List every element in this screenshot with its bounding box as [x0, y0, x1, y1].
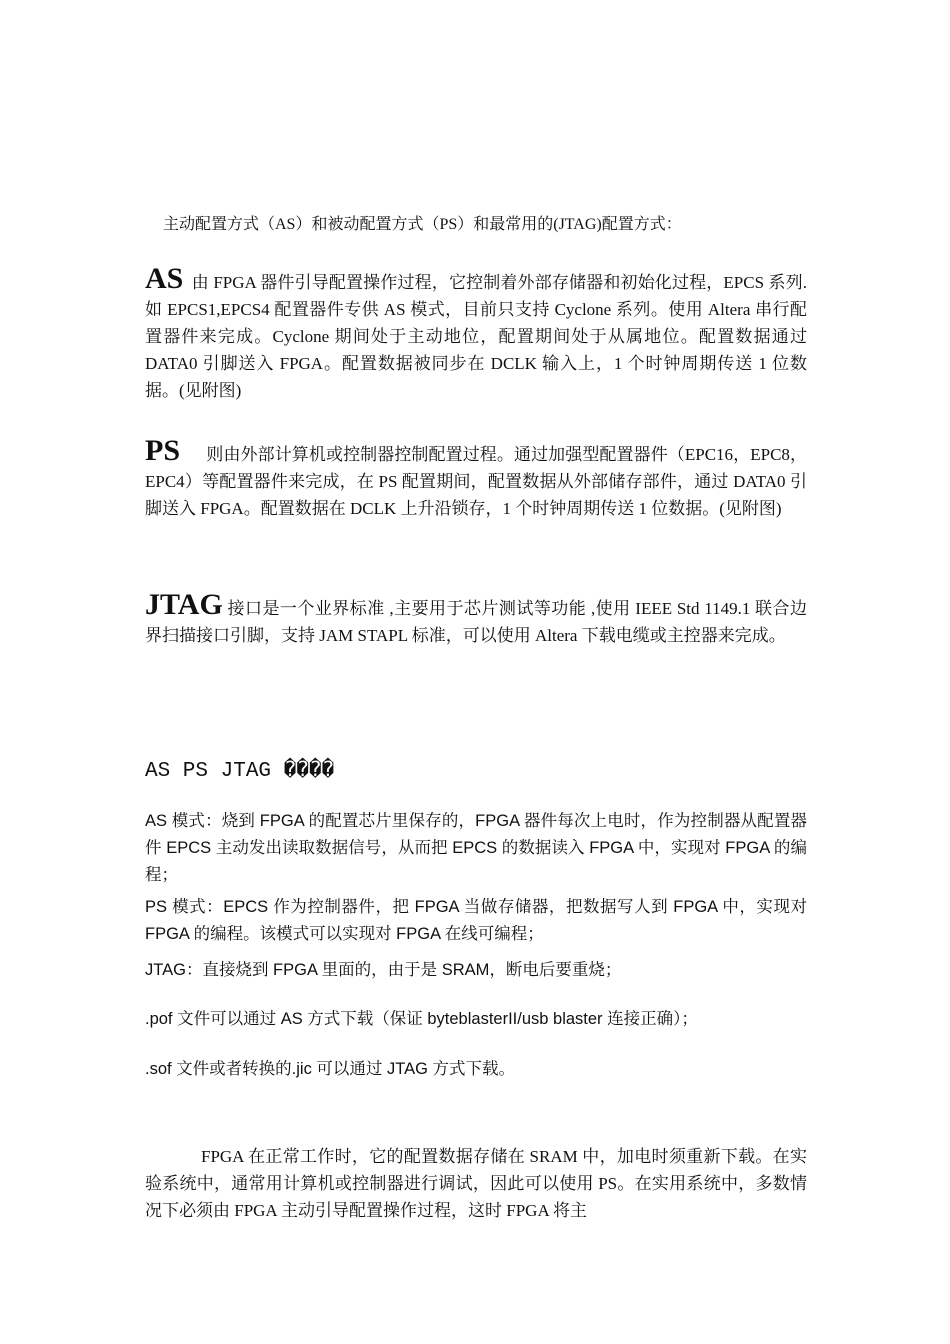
final-paragraph-text: FPGA 在正常工作时，它的配置数据存储在 SRAM 中，加电时须重新下载。在实验系统中，通常用计算机或控制器进行调试，因此可以使用 PS。在实用系统中，多数情况下必须由 FPGA 主动引导配置操作过程，这时 FPGA 将主	[145, 1147, 807, 1220]
note-jtag	[145, 957, 807, 984]
section-as-lead: AS	[145, 262, 184, 295]
section-jtag-text: 接口是一个业界标准 ,主要用于芯片测试等功能 ,使用 IEEE Std 1149.1 联合边界扫描接口引脚，支持 JAM STAPL 标准，可以使用 Altera 下载电缆或主控器来完成。	[145, 599, 807, 645]
note-as	[145, 808, 807, 889]
note-ps-text: PS 模式：EPCS 作为控制器件，把 FPGA 当做存储器，把数据写人到 FPGA 中，实现对 FPGA 的编程。该模式可以实现对 FPGA 在线可编程；	[145, 898, 807, 943]
intro-line: 主动配置方式（AS）和被动配置方式（PS）和最常用的(JTAG)配置方式：	[163, 216, 682, 233]
section-as	[145, 264, 807, 404]
section-ps-paragraph	[145, 436, 807, 522]
section-as-paragraph	[145, 264, 807, 404]
note-as-text: AS 模式：烧到 FPGA 的配置芯片里保存的，FPGA 器件每次上电时，作为控制器从配置器件 EPCS 主动发出读取数据信号，从而把 EPCS 的数据读入 FPGA 中，实现对 FPGA 的编程；	[145, 812, 807, 884]
section-ps	[145, 436, 807, 522]
section-jtag-paragraph	[145, 590, 807, 649]
section-as-text: 由 FPGA 器件引导配置操作过程，它控制着外部存储器和初始化过程，EPCS 系列.如 EPCS1,EPCS4 配置器件专供 AS 模式，目前只支持 Cyclone 系列。使用 Altera 串行配置器件来完成。Cyclone 期间处于主动地位，配置期间处于从属地位。配置数据通过 DATA0 引脚送入 FPGA。配置数据被同步在 DCLK 输入上，1 个时钟周期传送 1 位数据。(见附图)	[145, 273, 808, 400]
note-sof	[145, 1056, 807, 1083]
section-ps-text: 则由外部计算机或控制器控制配置过程。通过加强型配置器件（EPC16，EPC8，EPC4）等配置器件来完成，在 PS 配置期间，配置数据从外部储存部件，通过 DATA0 引脚送入 FPGA。配置数据在 DCLK 上升沿锁存，1 个时钟周期传送 1 位数据。(见附图)	[145, 445, 807, 518]
note-sof-text: .sof 文件或者转换的.jic 可以通过 JTAG 方式下载。	[145, 1060, 516, 1078]
section-jtag-lead: JTAG	[145, 588, 223, 621]
note-ps	[145, 894, 807, 948]
note-jtag-text: JTAG：直接烧到 FPGA 里面的，由于是 SRAM，断电后要重烧；	[145, 961, 622, 979]
note-pof	[145, 1006, 807, 1033]
mode-heading: AS PS JTAG ����	[145, 760, 335, 783]
final-paragraph	[145, 1143, 807, 1224]
note-pof-text: .pof 文件可以通过 AS 方式下载（保证 byteblasterII/usb blaster 连接正确）；	[145, 1010, 698, 1028]
section-ps-lead: PS	[145, 434, 181, 467]
section-jtag	[145, 590, 807, 649]
